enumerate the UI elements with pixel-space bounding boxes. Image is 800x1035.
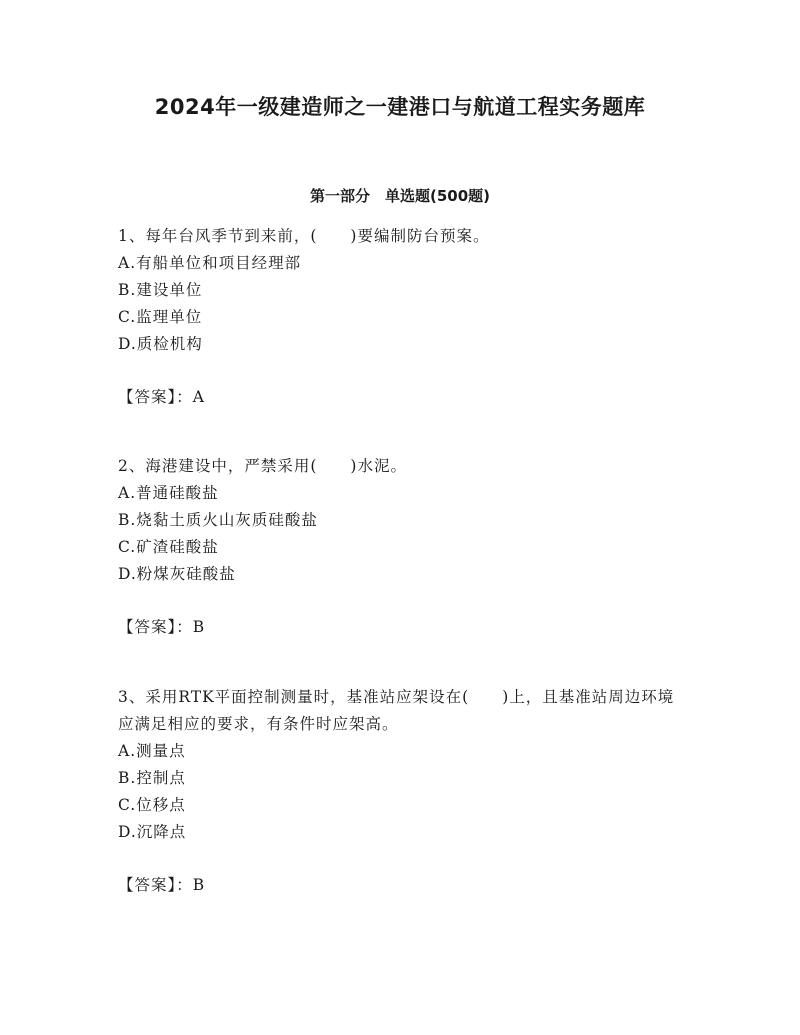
answer-text: 【答案】：B xyxy=(118,876,206,894)
option-d: D.沉降点 xyxy=(118,823,187,841)
question-stem: 2、海港建设中，严禁采用( )水泥。 xyxy=(118,457,407,475)
option-c: C.矿渣硅酸盐 xyxy=(118,538,219,556)
question-1 xyxy=(118,223,688,427)
option-a: A.有船单位和项目经理部 xyxy=(118,254,302,272)
option-b: B.控制点 xyxy=(118,769,186,787)
section-title: 第一部分 单选题(500题) xyxy=(309,187,491,205)
option-c: C.位移点 xyxy=(118,796,186,814)
option-a: A.普通硅酸盐 xyxy=(118,484,219,502)
option-b: B.烧黏土质火山灰质硅酸盐 xyxy=(118,511,318,529)
option-c: C.监理单位 xyxy=(118,308,203,326)
question-stem: 1、每年台风季节到来前，( )要编制防台预案。 xyxy=(118,227,490,245)
answer-text: 【答案】：B xyxy=(118,618,206,636)
question-stem: 3、采用RTK平面控制测量时，基准站应架设在( )上，且基准站周边环境应满足相应的要求，有条件时应架高。 xyxy=(118,688,675,733)
option-a: A.测量点 xyxy=(118,742,186,760)
question-2 xyxy=(118,453,688,657)
page-title: 2024年一级建造师之一建港口与航道工程实务题库 xyxy=(154,95,646,119)
option-b: B.建设单位 xyxy=(118,281,203,299)
question-3 xyxy=(118,684,688,915)
option-d: D.质检机构 xyxy=(118,335,203,353)
answer-text: 【答案】：A xyxy=(118,388,205,406)
option-d: D.粉煤灰硅酸盐 xyxy=(118,565,236,583)
